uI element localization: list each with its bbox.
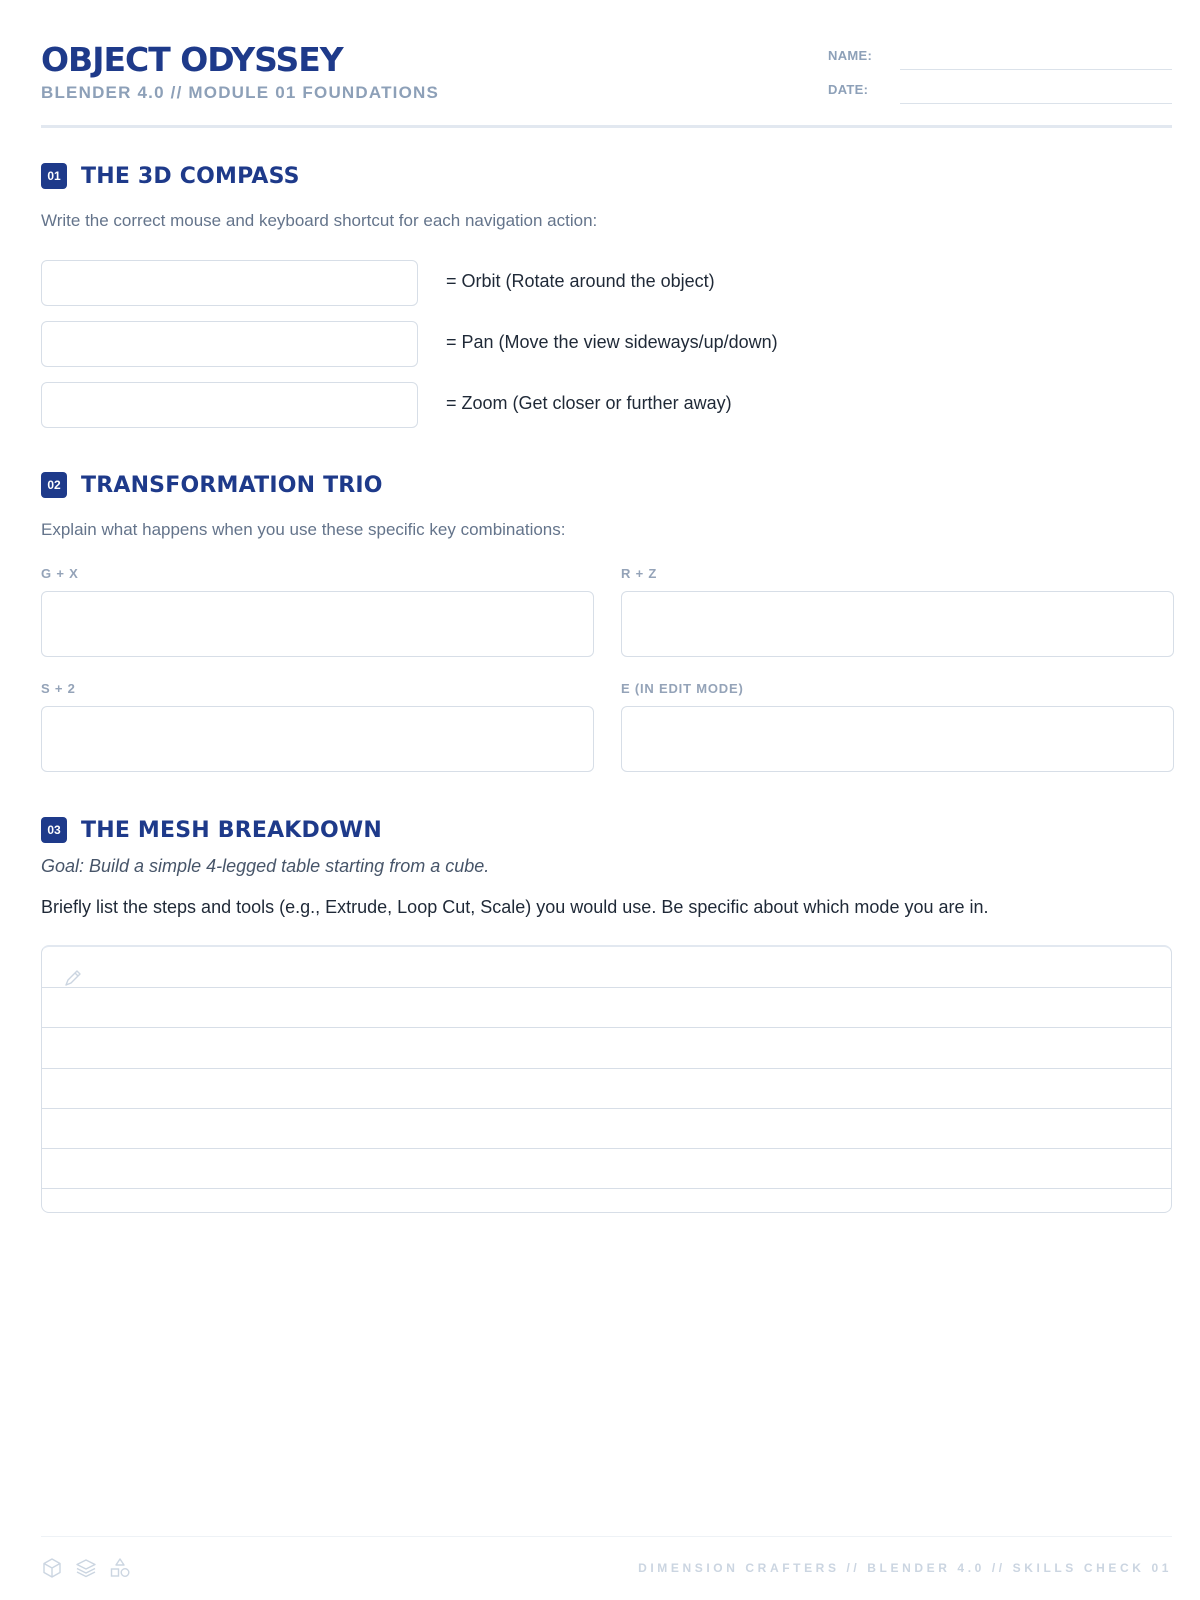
section-1-badge: 01 xyxy=(41,163,67,189)
worksheet-title: OBJECT ODYSSEY xyxy=(41,40,343,79)
section-2-heading xyxy=(41,470,383,500)
mesh-steps-answer-area[interactable] xyxy=(41,945,1172,1213)
layers-icon xyxy=(75,1557,97,1579)
answer-rule-line xyxy=(42,1108,1171,1109)
nav-row-zoom xyxy=(41,382,1172,428)
section-2-badge: 02 xyxy=(41,472,67,498)
rz-answer-box[interactable] xyxy=(621,591,1174,657)
gx-answer-box[interactable] xyxy=(41,591,594,657)
answer-rule-line xyxy=(42,1068,1171,1069)
section-2-title: TRANSFORMATION TRIO xyxy=(81,472,383,498)
date-row xyxy=(828,78,1172,104)
name-field[interactable] xyxy=(900,50,1172,70)
gx-label: G + X xyxy=(41,566,79,581)
date-field[interactable] xyxy=(900,84,1172,104)
name-row xyxy=(828,44,1172,70)
shapes-icon xyxy=(109,1557,131,1579)
orbit-shortcut-input[interactable] xyxy=(41,260,418,306)
section-3-title: THE MESH BREAKDOWN xyxy=(81,817,382,843)
e-edit-mode-label: E (IN EDIT MODE) xyxy=(621,681,744,696)
pan-shortcut-input[interactable] xyxy=(41,321,418,367)
answer-rule-line xyxy=(42,1027,1171,1028)
nav-row-orbit xyxy=(41,260,1172,306)
s2-label: S + 2 xyxy=(41,681,76,696)
answer-rule-line xyxy=(42,1188,1171,1189)
section-3-badge: 03 xyxy=(41,817,67,843)
nav-row-pan xyxy=(41,321,1172,367)
footer-icons xyxy=(41,1557,131,1579)
answer-rule-line xyxy=(42,987,1171,988)
worksheet-header xyxy=(41,36,1172,128)
orbit-label: = Orbit (Rotate around the object) xyxy=(446,271,715,291)
e-edit-mode-answer-box[interactable] xyxy=(621,706,1174,772)
worksheet-subtitle: BLENDER 4.0 // MODULE 01 FOUNDATIONS xyxy=(41,83,440,102)
section-1-title: THE 3D COMPASS xyxy=(81,163,300,189)
section-1-instruction: Write the correct mouse and keyboard shortcut for each navigation action: xyxy=(41,211,598,230)
section-3-instruction: Briefly list the steps and tools (e.g., Extrude, Loop Cut, Scale) you would use. Be specific about which mode you are in. xyxy=(41,897,989,917)
worksheet-page xyxy=(41,0,1172,1600)
pan-label: = Pan (Move the view sideways/up/down) xyxy=(446,332,778,352)
section-2-instruction: Explain what happens when you use these specific key combinations: xyxy=(41,520,566,539)
pencil-icon xyxy=(62,967,84,994)
section-1-heading xyxy=(41,161,300,191)
answer-rule-line xyxy=(42,1148,1171,1149)
section-3-goal: Goal: Build a simple 4-legged table starting from a cube. xyxy=(41,856,490,876)
s2-answer-box[interactable] xyxy=(41,706,594,772)
zoom-shortcut-input[interactable] xyxy=(41,382,418,428)
rz-label: R + Z xyxy=(621,566,658,581)
footer-text: DIMENSION CRAFTERS // BLENDER 4.0 // SKILLS CHECK 01 xyxy=(638,1561,1172,1575)
cube-icon xyxy=(41,1557,63,1579)
zoom-label: = Zoom (Get closer or further away) xyxy=(446,393,732,413)
name-label: NAME: xyxy=(828,48,873,63)
section-3-heading xyxy=(41,815,382,845)
footer-divider xyxy=(41,1536,1172,1537)
date-label: DATE: xyxy=(828,82,869,97)
